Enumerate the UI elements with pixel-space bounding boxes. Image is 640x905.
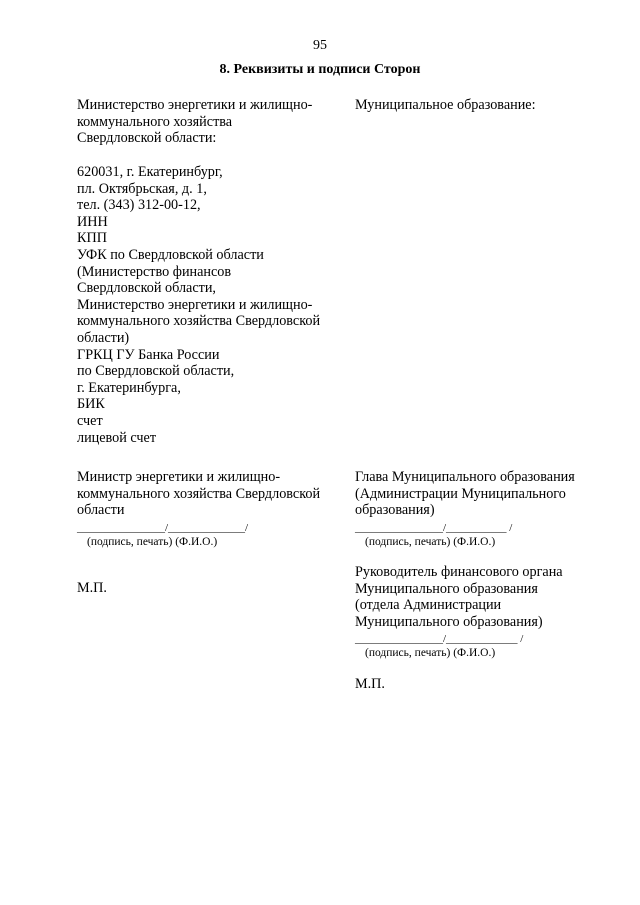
right-stamp-label: М.П. [355,676,385,692]
left-detail-line: 620031, г. Екатеринбург, [77,164,223,180]
left-detail-line: области) [77,329,130,346]
left-detail-line: БИК [77,396,105,413]
left-org-line: коммунального хозяйства [77,113,233,130]
section-title: 8. Реквизиты и подписи Сторон [219,62,421,77]
left-detail-line: Свердловской области, [77,280,216,297]
right-signer2-block [355,564,605,660]
right-org-line: Муниципальное образование: [355,97,536,113]
right-org-block [355,97,605,114]
left-details-block [77,164,347,446]
left-detail-line: КПП [77,230,107,247]
left-signer-block [77,469,347,549]
right-signer1-line: Глава Муниципального образования [355,469,575,485]
left-stamp [77,580,347,597]
left-detail-line: лицевой счет [77,429,157,446]
right-signer1-line: образования) [355,502,435,519]
left-detail-line: коммунального хозяйства Свердловской [77,313,321,330]
left-detail-line: Министерство энергетики и жилищно- [77,296,313,313]
left-detail-line: УФК по Свердловской области [77,246,264,263]
left-detail-line: г. Екатеринбурга, [77,379,181,396]
page-number: 95 [313,38,327,53]
left-org-block [77,97,347,147]
right-signer2-line: Муниципального образования [355,580,538,597]
left-detail-line: счет [77,412,103,429]
right-signer2-line: Руководитель финансового органа [355,564,563,580]
left-detail-line: (Министерство финансов [77,263,232,280]
left-signature-line: ________________/______________/ [77,521,249,534]
left-signer-line: коммунального хозяйства Свердловской [77,485,321,502]
right-signer2-line: (отдела Администрации [355,597,502,614]
left-detail-line: по Свердловской области, [77,363,235,380]
left-org-line: Свердловской области: [77,130,217,147]
left-detail-line: ИНН [77,213,108,230]
right-signer1-line: (Администрации Муниципального [355,485,566,502]
left-org-line: Министерство энергетики и жилищно- [77,97,313,113]
right-signer1-block [355,469,605,549]
left-signature-caption: (подпись, печать) (Ф.И.О.) [87,535,218,548]
right-stamp [355,676,605,693]
left-signer-line: области [77,502,125,519]
left-detail-line: пл. Октябрьская, д. 1, [77,180,207,197]
right-signature1-line: ________________/___________ / [355,521,513,534]
right-signature2-caption: (подпись, печать) (Ф.И.О.) [365,647,496,660]
left-detail-line: ГРКЦ ГУ Банка России [77,346,220,363]
left-signer-line: Министр энергетики и жилищно- [77,469,281,485]
left-stamp-label: М.П. [77,580,107,596]
right-signature2-line: ________________/_____________ / [355,633,524,646]
left-detail-line: тел. (343) 312-00-12, [77,197,201,214]
right-signature1-caption: (подпись, печать) (Ф.И.О.) [365,535,496,548]
right-signer2-line: Муниципального образования) [355,613,543,630]
